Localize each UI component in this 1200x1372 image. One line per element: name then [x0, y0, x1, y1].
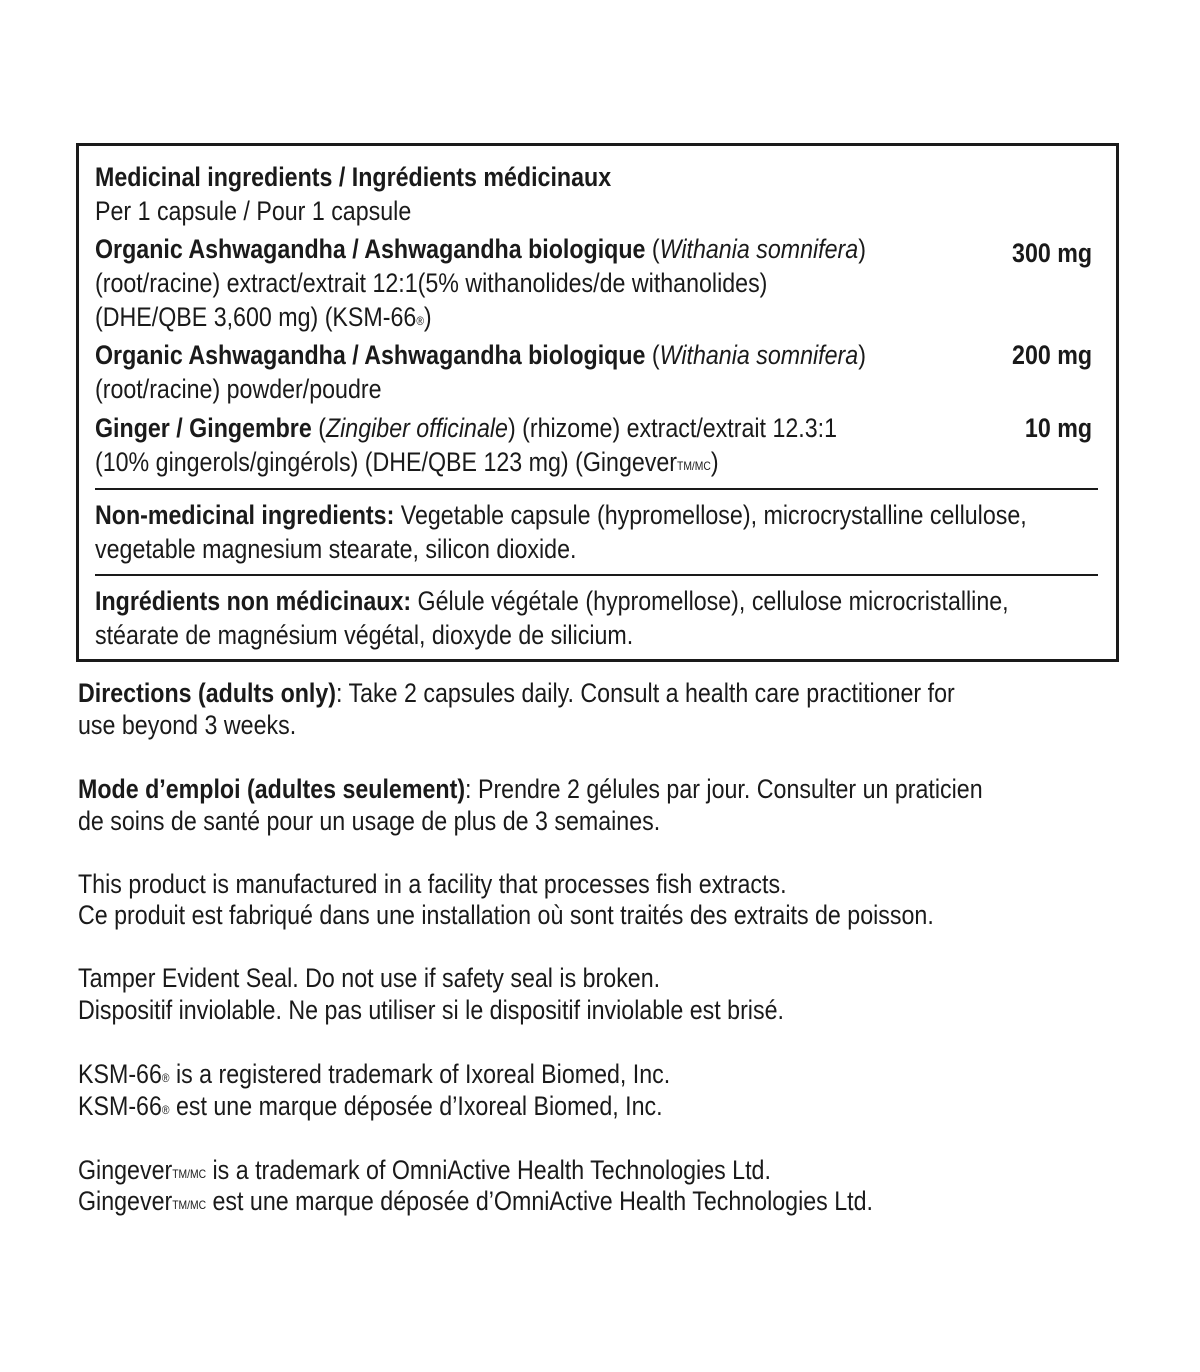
panel-heading: Medicinal ingredients / Ingrédients médicinaux	[95, 162, 612, 192]
seal-fr: Dispositif inviolable. Ne pas utiliser si le dispositif inviolable est brisé.	[78, 995, 784, 1025]
per-capsule: Per 1 capsule / Pour 1 capsule	[95, 196, 412, 226]
seal-en: Tamper Evident Seal. Do not use if safety seal is broken.	[78, 963, 661, 993]
facility-fr: Ce produit est fabriqué dans une installation où sont traités des extraits de poisson.	[78, 900, 934, 930]
ingredient-1-line-2: (root/racine) extract/extrait 12:1(5% withanolides/de withanolides)	[95, 268, 768, 298]
ingredient-1-line-1: Organic Ashwagandha / Ashwagandha biologique (Withania somnifera)	[95, 234, 866, 264]
mode-emploi-line-1: Mode d’emploi (adultes seulement): Prendre 2 gélules par jour. Consulter un praticien	[78, 774, 983, 804]
ksm-trademark-en: KSM-66® is a registered trademark of Ixoreal Biomed, Inc.	[78, 1059, 671, 1089]
nonmedicinal-en-line-1: Non-medicinal ingredients: Vegetable capsule (hypromellose), microcrystalline cellulose,	[95, 500, 1027, 530]
ingredient-1-line-3: (DHE/QBE 3,600 mg) (KSM-66®)	[95, 302, 432, 332]
ingredient-2-line-2: (root/racine) powder/poudre	[95, 374, 382, 404]
facility-en: This product is manufactured in a facility that processes fish extracts.	[78, 869, 787, 899]
ksm-trademark-fr: KSM-66® est une marque déposée d’Ixoreal Biomed, Inc.	[78, 1091, 663, 1121]
ingredient-3-line-1: Ginger / Gingembre (Zingiber officinale) (rhizome) extract/extrait 12.3:1	[95, 413, 838, 443]
directions-line-1: Directions (adults only): Take 2 capsules daily. Consult a health care practitioner for	[78, 678, 955, 708]
directions-line-2: use beyond 3 weeks.	[78, 710, 297, 740]
ingredient-3-line-2: (10% gingerols/gingérols) (DHE/QBE 123 mg) (Gingever$^{TM/MC}$)	[95, 447, 719, 477]
divider-1	[95, 488, 1098, 490]
nonmedicinal-fr-line-2: stéarate de magnésium végétal, dioxyde de silicium.	[95, 620, 634, 650]
ingredients-panel	[76, 143, 1119, 662]
ingredient-2-amount: 200 mg	[1011, 340, 1092, 370]
nonmedicinal-fr-line-1: Ingrédients non médicinaux: Gélule végétale (hypromellose), cellulose microcristalline,	[95, 586, 1009, 616]
gingever-trademark-en: Gingever$^{TM/MC}$ is a trademark of OmniActive Health Technologies Ltd.	[78, 1155, 771, 1185]
gingever-trademark-fr: Gingever$^{TM/MC}$ est une marque déposée d’OmniActive Health Technologies Ltd.	[78, 1186, 873, 1216]
ingredient-2-line-1: Organic Ashwagandha / Ashwagandha biologique (Withania somnifera)	[95, 340, 866, 370]
ingredient-1-amount: 300 mg	[1011, 238, 1092, 268]
divider-2	[95, 574, 1098, 576]
nonmedicinal-en-line-2: vegetable magnesium stearate, silicon dioxide.	[95, 534, 577, 564]
ingredient-3-amount: 10 mg	[1024, 413, 1092, 443]
mode-emploi-line-2: de soins de santé pour un usage de plus de 3 semaines.	[78, 806, 661, 836]
